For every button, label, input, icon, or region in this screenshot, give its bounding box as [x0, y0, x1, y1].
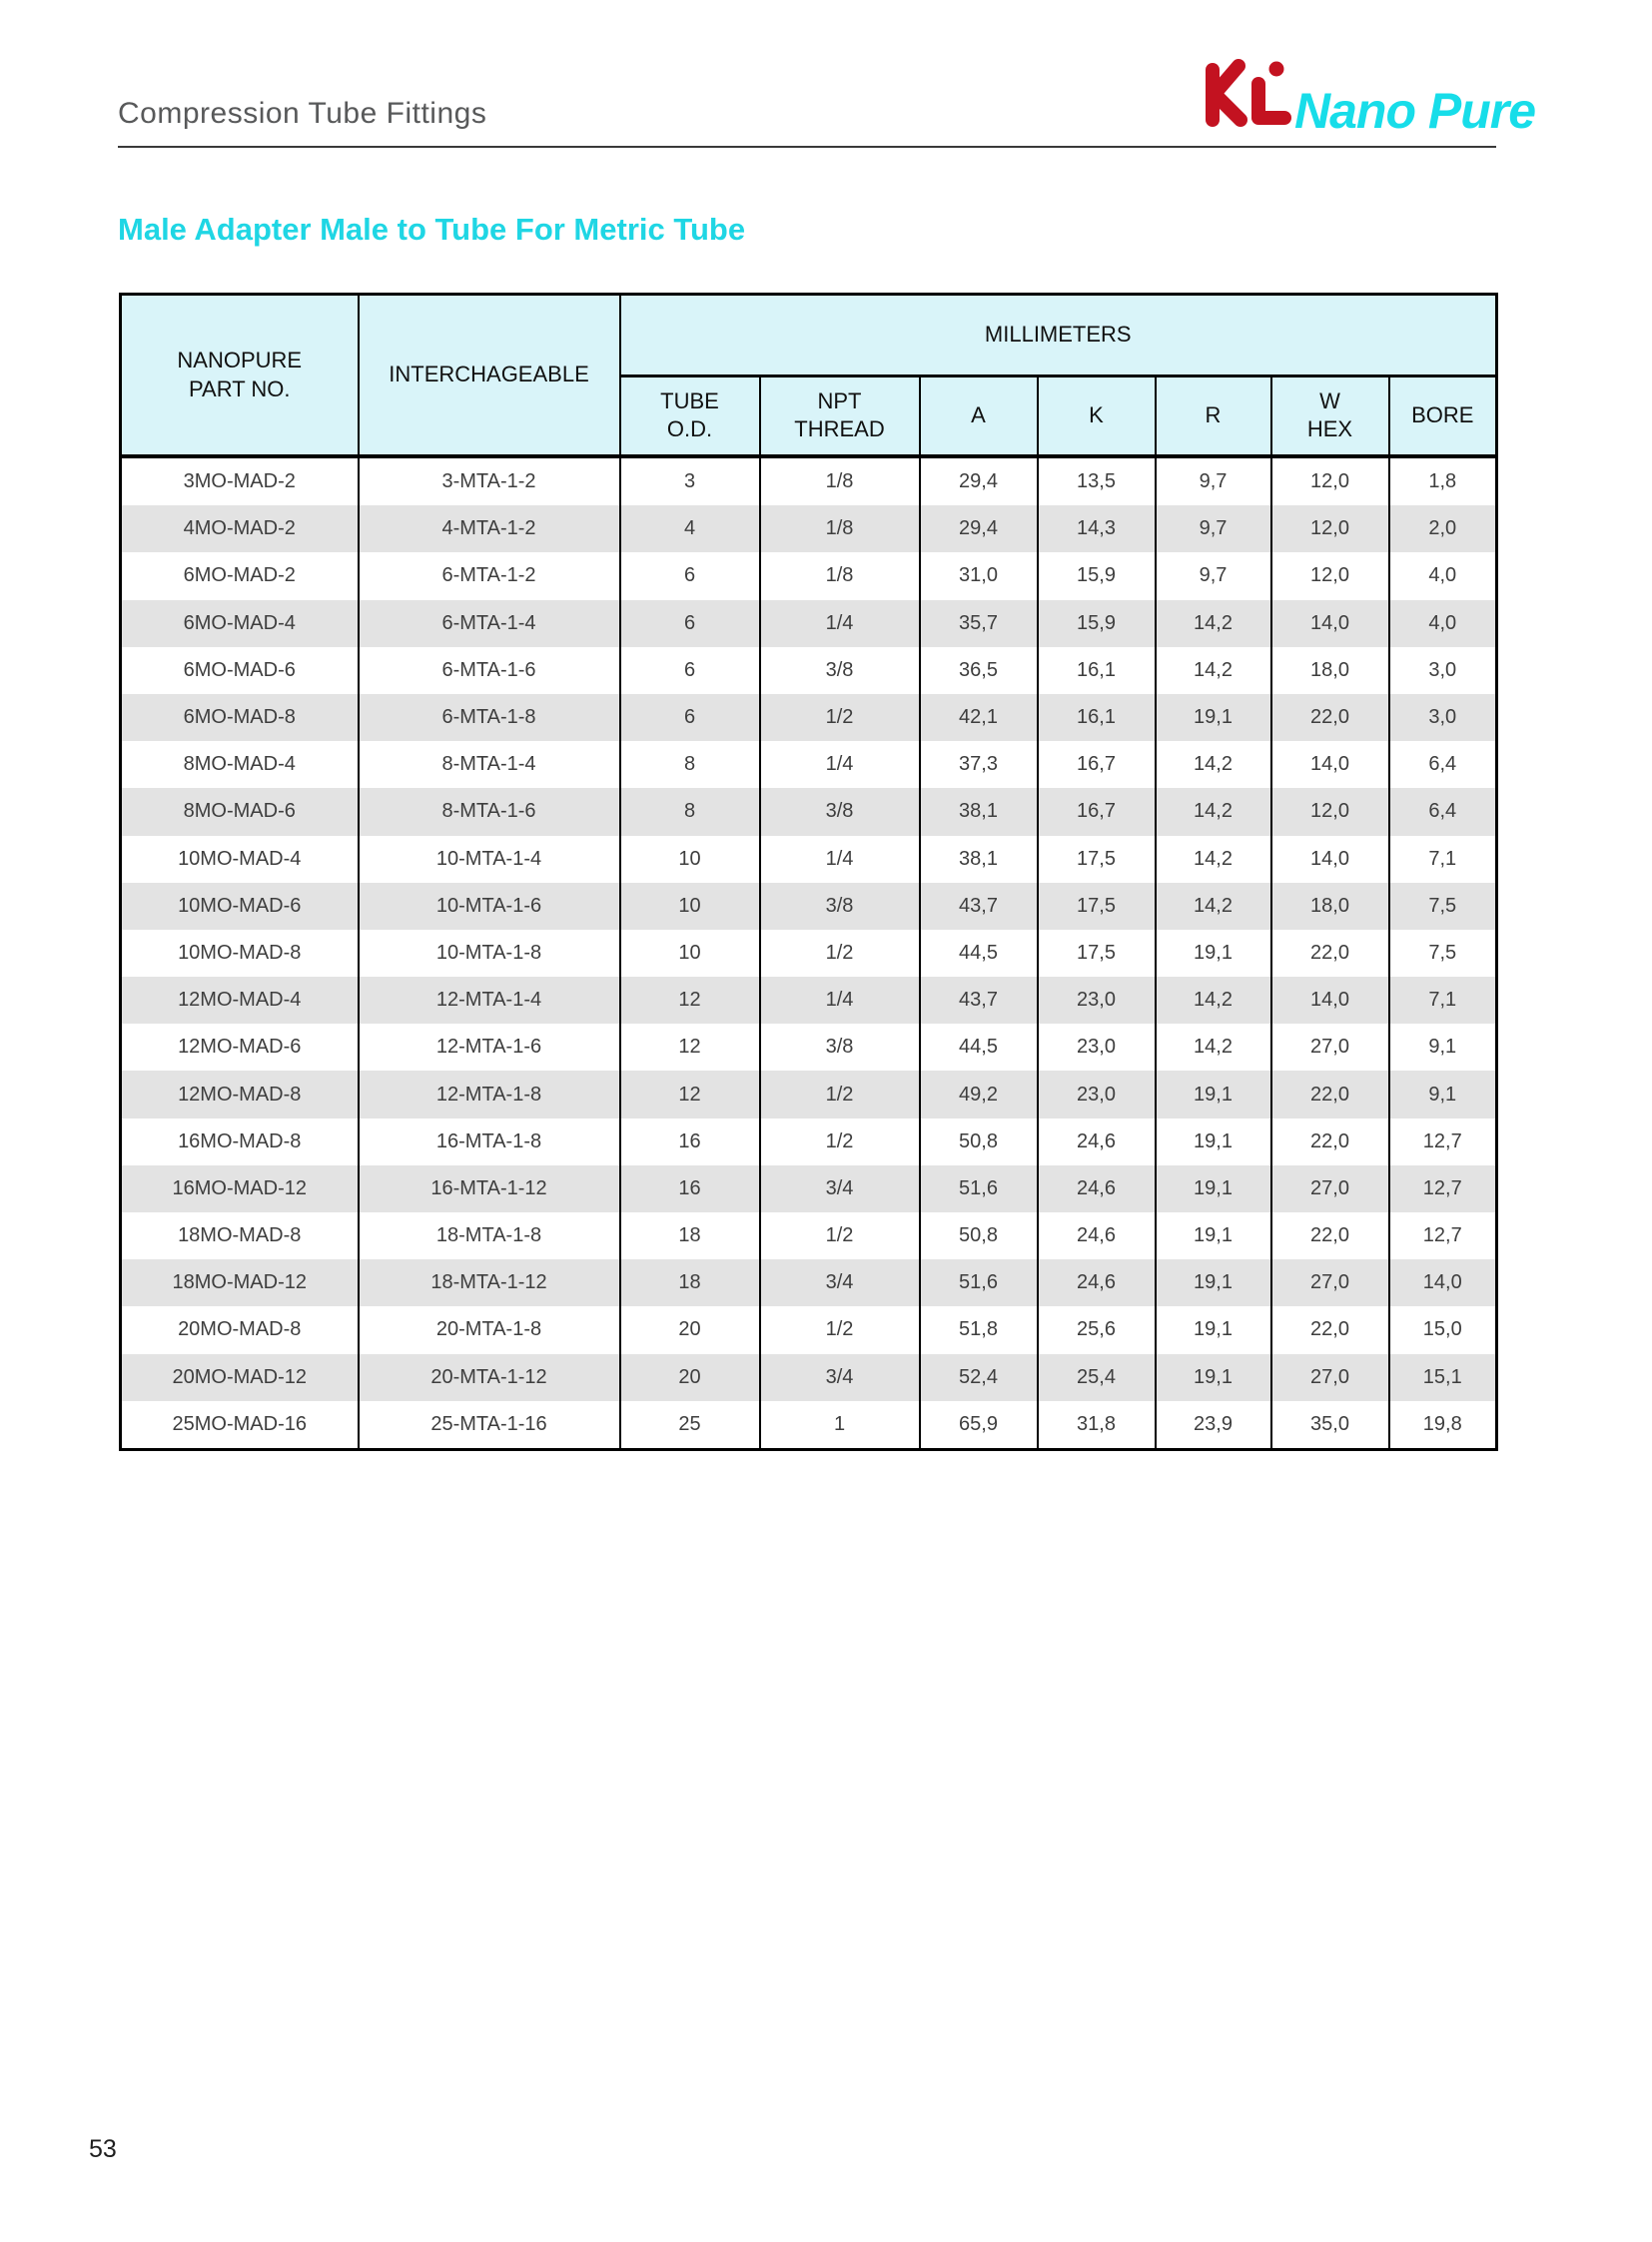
table-cell: 44,5	[920, 1024, 1038, 1071]
table-cell: 4	[620, 505, 760, 552]
table-cell: 24,6	[1038, 1212, 1156, 1259]
table-cell: 43,7	[920, 883, 1038, 930]
table-cell: 35,7	[920, 600, 1038, 647]
table-row	[121, 1119, 1497, 1165]
table-cell: 10-MTA-1-8	[359, 930, 620, 977]
table-cell: 6MO-MAD-4	[121, 600, 359, 647]
table-cell: 10	[620, 930, 760, 977]
table-cell: 12,7	[1389, 1119, 1497, 1165]
table-cell: 7,5	[1389, 883, 1497, 930]
table-cell: 17,5	[1038, 836, 1156, 883]
table-cell: 3,0	[1389, 647, 1497, 694]
brand-logo	[1199, 56, 1536, 142]
table-header	[121, 295, 1497, 457]
table-row	[121, 1354, 1497, 1401]
table-cell: 3/8	[760, 647, 920, 694]
table-cell: 4MO-MAD-2	[121, 505, 359, 552]
table-cell: 6MO-MAD-8	[121, 694, 359, 741]
table-cell: 10	[620, 836, 760, 883]
table-cell: 44,5	[920, 930, 1038, 977]
table-row	[121, 788, 1497, 835]
table-cell: 15,0	[1389, 1306, 1497, 1353]
table-row	[121, 1071, 1497, 1118]
table-cell: 8-MTA-1-4	[359, 741, 620, 788]
table-cell: 6-MTA-1-2	[359, 552, 620, 599]
table-cell: 12MO-MAD-8	[121, 1071, 359, 1118]
table-cell: 1/2	[760, 1212, 920, 1259]
brand-logo-text: Nano Pure	[1294, 83, 1536, 139]
table-cell: 1/2	[760, 694, 920, 741]
table-cell: 38,1	[920, 788, 1038, 835]
table-cell: 14,2	[1156, 1024, 1271, 1071]
table-cell: 20-MTA-1-12	[359, 1354, 620, 1401]
table-cell: 7,1	[1389, 977, 1497, 1024]
table-cell: 23,9	[1156, 1401, 1271, 1450]
table-cell: 6	[620, 600, 760, 647]
table-cell: 23,0	[1038, 1024, 1156, 1071]
table-cell: 12-MTA-1-8	[359, 1071, 620, 1118]
table-cell: 10MO-MAD-4	[121, 836, 359, 883]
table-cell: 6-MTA-1-8	[359, 694, 620, 741]
table-cell: 15,9	[1038, 552, 1156, 599]
table-cell: 19,1	[1156, 1071, 1271, 1118]
column-group-header-millimeters: MILLIMETERS	[620, 295, 1497, 376]
table-cell: 6	[620, 647, 760, 694]
table-cell: 24,6	[1038, 1259, 1156, 1306]
table-cell: 12	[620, 977, 760, 1024]
table-cell: 6MO-MAD-2	[121, 552, 359, 599]
table-cell: 18,0	[1271, 883, 1389, 930]
table-cell: 50,8	[920, 1119, 1038, 1165]
table-cell: 19,1	[1156, 1306, 1271, 1353]
table-cell: 16,1	[1038, 647, 1156, 694]
table-cell: 43,7	[920, 977, 1038, 1024]
table-cell: 6,4	[1389, 788, 1497, 835]
table-cell: 2,0	[1389, 505, 1497, 552]
table-cell: 20MO-MAD-12	[121, 1354, 359, 1401]
table-cell: 18MO-MAD-8	[121, 1212, 359, 1259]
table-cell: 51,6	[920, 1259, 1038, 1306]
table-cell: 14,0	[1271, 741, 1389, 788]
table-cell: 3	[620, 456, 760, 505]
table-cell: 12,7	[1389, 1212, 1497, 1259]
table-cell: 3/4	[760, 1259, 920, 1306]
table-cell: 51,8	[920, 1306, 1038, 1353]
table-cell: 18,0	[1271, 647, 1389, 694]
table-row	[121, 1024, 1497, 1071]
table-cell: 10MO-MAD-8	[121, 930, 359, 977]
table-cell: 65,9	[920, 1401, 1038, 1450]
fittings-table	[119, 293, 1498, 1451]
table-cell: 15,9	[1038, 600, 1156, 647]
table-cell: 10-MTA-1-4	[359, 836, 620, 883]
table-row	[121, 741, 1497, 788]
table-row	[121, 647, 1497, 694]
table-cell: 12-MTA-1-6	[359, 1024, 620, 1071]
table-cell: 20MO-MAD-8	[121, 1306, 359, 1353]
table-cell: 1/2	[760, 1071, 920, 1118]
table-cell: 8MO-MAD-6	[121, 788, 359, 835]
table-cell: 36,5	[920, 647, 1038, 694]
table-cell: 6,4	[1389, 741, 1497, 788]
table-cell: 8	[620, 741, 760, 788]
table-cell: 10-MTA-1-6	[359, 883, 620, 930]
table-cell: 1/2	[760, 930, 920, 977]
table-cell: 17,5	[1038, 930, 1156, 977]
page-number: 53	[89, 2135, 117, 2163]
table-cell: 1	[760, 1401, 920, 1450]
table-cell: 3,0	[1389, 694, 1497, 741]
table-cell: 35,0	[1271, 1401, 1389, 1450]
table-cell: 16	[620, 1165, 760, 1212]
table-cell: 18-MTA-1-8	[359, 1212, 620, 1259]
table-row	[121, 1401, 1497, 1450]
table-cell: 3MO-MAD-2	[121, 456, 359, 505]
table-cell: 19,1	[1156, 1212, 1271, 1259]
table-cell: 9,1	[1389, 1071, 1497, 1118]
table-cell: 1/8	[760, 456, 920, 505]
column-header-npt-thread: NPT THREAD	[760, 375, 920, 456]
table-cell: 14,2	[1156, 977, 1271, 1024]
table-cell: 51,6	[920, 1165, 1038, 1212]
table-cell: 12	[620, 1071, 760, 1118]
table-cell: 42,1	[920, 694, 1038, 741]
table-row	[121, 836, 1497, 883]
table-cell: 1/4	[760, 600, 920, 647]
table-cell: 12,0	[1271, 505, 1389, 552]
table-cell: 18-MTA-1-12	[359, 1259, 620, 1306]
table-cell: 1/4	[760, 977, 920, 1024]
table-cell: 7,5	[1389, 930, 1497, 977]
table-cell: 10	[620, 883, 760, 930]
table-cell: 19,8	[1389, 1401, 1497, 1450]
table-body	[121, 456, 1497, 1449]
table-cell: 17,5	[1038, 883, 1156, 930]
table-cell: 19,1	[1156, 1354, 1271, 1401]
table-cell: 4-MTA-1-2	[359, 505, 620, 552]
table-cell: 9,7	[1156, 505, 1271, 552]
table-row	[121, 694, 1497, 741]
table-cell: 6-MTA-1-4	[359, 600, 620, 647]
table-cell: 8	[620, 788, 760, 835]
table-cell: 16-MTA-1-12	[359, 1165, 620, 1212]
document-header-title: Compression Tube Fittings	[118, 97, 487, 130]
table-cell: 23,0	[1038, 1071, 1156, 1118]
table-cell: 14,0	[1271, 600, 1389, 647]
table-cell: 9,7	[1156, 456, 1271, 505]
table-cell: 6	[620, 552, 760, 599]
table-cell: 1/2	[760, 1119, 920, 1165]
table-cell: 9,7	[1156, 552, 1271, 599]
table-cell: 29,4	[920, 456, 1038, 505]
table-cell: 19,1	[1156, 1165, 1271, 1212]
table-cell: 4,0	[1389, 600, 1497, 647]
table-cell: 19,1	[1156, 930, 1271, 977]
table-cell: 29,4	[920, 505, 1038, 552]
table-cell: 7,1	[1389, 836, 1497, 883]
table-cell: 24,6	[1038, 1119, 1156, 1165]
table-cell: 12MO-MAD-6	[121, 1024, 359, 1071]
column-header-nanopure-part-no: NANOPURE PART NO.	[121, 295, 359, 457]
table-cell: 14,2	[1156, 836, 1271, 883]
table-cell: 3/4	[760, 1354, 920, 1401]
table-cell: 1/4	[760, 836, 920, 883]
table-cell: 12,7	[1389, 1165, 1497, 1212]
table-cell: 22,0	[1271, 1306, 1389, 1353]
header-divider	[118, 146, 1496, 148]
table-cell: 1/4	[760, 741, 920, 788]
table-cell: 16MO-MAD-12	[121, 1165, 359, 1212]
section-title: Male Adapter Male to Tube For Metric Tube	[118, 212, 746, 247]
table-cell: 27,0	[1271, 1024, 1389, 1071]
kl-tube-logo-icon	[1199, 56, 1293, 136]
table-cell: 14,0	[1271, 836, 1389, 883]
table-row	[121, 600, 1497, 647]
table-cell: 1/2	[760, 1306, 920, 1353]
table-cell: 12	[620, 1024, 760, 1071]
table-row	[121, 1212, 1497, 1259]
table-cell: 14,2	[1156, 647, 1271, 694]
table-cell: 19,1	[1156, 694, 1271, 741]
table-cell: 16,1	[1038, 694, 1156, 741]
table-row	[121, 1306, 1497, 1353]
table-cell: 6	[620, 694, 760, 741]
table-cell: 25,6	[1038, 1306, 1156, 1353]
table-cell: 25,4	[1038, 1354, 1156, 1401]
table-cell: 14,0	[1389, 1259, 1497, 1306]
table-cell: 49,2	[920, 1071, 1038, 1118]
table-cell: 37,3	[920, 741, 1038, 788]
table-cell: 20	[620, 1354, 760, 1401]
table-cell: 4,0	[1389, 552, 1497, 599]
table-cell: 22,0	[1271, 694, 1389, 741]
table-cell: 3/8	[760, 883, 920, 930]
column-header-w-hex: W HEX	[1271, 375, 1389, 456]
table-row	[121, 977, 1497, 1024]
table-cell: 31,0	[920, 552, 1038, 599]
table-cell: 16-MTA-1-8	[359, 1119, 620, 1165]
table-cell: 22,0	[1271, 1119, 1389, 1165]
table-cell: 13,5	[1038, 456, 1156, 505]
table-cell: 23,0	[1038, 977, 1156, 1024]
column-header-tube-od: TUBE O.D.	[620, 375, 760, 456]
table-cell: 10MO-MAD-6	[121, 883, 359, 930]
table-cell: 8MO-MAD-4	[121, 741, 359, 788]
table-cell: 1/8	[760, 552, 920, 599]
table-cell: 18	[620, 1212, 760, 1259]
table-cell: 9,1	[1389, 1024, 1497, 1071]
table-cell: 31,8	[1038, 1401, 1156, 1450]
table-cell: 12,0	[1271, 788, 1389, 835]
table-row	[121, 552, 1497, 599]
table-cell: 20-MTA-1-8	[359, 1306, 620, 1353]
table-cell: 25MO-MAD-16	[121, 1401, 359, 1450]
table-cell: 16MO-MAD-8	[121, 1119, 359, 1165]
table-cell: 27,0	[1271, 1259, 1389, 1306]
table-cell: 14,2	[1156, 883, 1271, 930]
table-row	[121, 883, 1497, 930]
table-cell: 20	[620, 1306, 760, 1353]
table-cell: 12,0	[1271, 552, 1389, 599]
table-cell: 24,6	[1038, 1165, 1156, 1212]
table-row	[121, 505, 1497, 552]
table-cell: 12-MTA-1-4	[359, 977, 620, 1024]
table-cell: 3/4	[760, 1165, 920, 1212]
table-row	[121, 456, 1497, 505]
table-cell: 19,1	[1156, 1259, 1271, 1306]
column-header-bore: BORE	[1389, 375, 1497, 456]
table-cell: 38,1	[920, 836, 1038, 883]
column-header-k: K	[1038, 375, 1156, 456]
table-cell: 16	[620, 1119, 760, 1165]
table-cell: 12,0	[1271, 456, 1389, 505]
table-cell: 14,0	[1271, 977, 1389, 1024]
table-cell: 27,0	[1271, 1165, 1389, 1212]
table-cell: 19,1	[1156, 1119, 1271, 1165]
table-cell: 16,7	[1038, 788, 1156, 835]
table-cell: 15,1	[1389, 1354, 1497, 1401]
table-cell: 3-MTA-1-2	[359, 456, 620, 505]
table-cell: 14,3	[1038, 505, 1156, 552]
table-cell: 3/8	[760, 1024, 920, 1071]
table-cell: 16,7	[1038, 741, 1156, 788]
column-header-a: A	[920, 375, 1038, 456]
table-cell: 50,8	[920, 1212, 1038, 1259]
table-cell: 25-MTA-1-16	[359, 1401, 620, 1450]
table-cell: 14,2	[1156, 788, 1271, 835]
table-row	[121, 1259, 1497, 1306]
table-cell: 22,0	[1271, 930, 1389, 977]
column-header-interchageable: INTERCHAGEABLE	[359, 295, 620, 457]
table-cell: 6MO-MAD-6	[121, 647, 359, 694]
column-header-r: R	[1156, 375, 1271, 456]
table-cell: 6-MTA-1-6	[359, 647, 620, 694]
table-cell: 14,2	[1156, 600, 1271, 647]
table-row	[121, 1165, 1497, 1212]
table-cell: 3/8	[760, 788, 920, 835]
table-cell: 52,4	[920, 1354, 1038, 1401]
table-cell: 8-MTA-1-6	[359, 788, 620, 835]
table-row	[121, 930, 1497, 977]
table-cell: 22,0	[1271, 1071, 1389, 1118]
table-cell: 12MO-MAD-4	[121, 977, 359, 1024]
table-cell: 27,0	[1271, 1354, 1389, 1401]
table-cell: 1/8	[760, 505, 920, 552]
table-cell: 1,8	[1389, 456, 1497, 505]
table-cell: 25	[620, 1401, 760, 1450]
table-cell: 14,2	[1156, 741, 1271, 788]
table-cell: 18	[620, 1259, 760, 1306]
table-cell: 18MO-MAD-12	[121, 1259, 359, 1306]
table-cell: 22,0	[1271, 1212, 1389, 1259]
